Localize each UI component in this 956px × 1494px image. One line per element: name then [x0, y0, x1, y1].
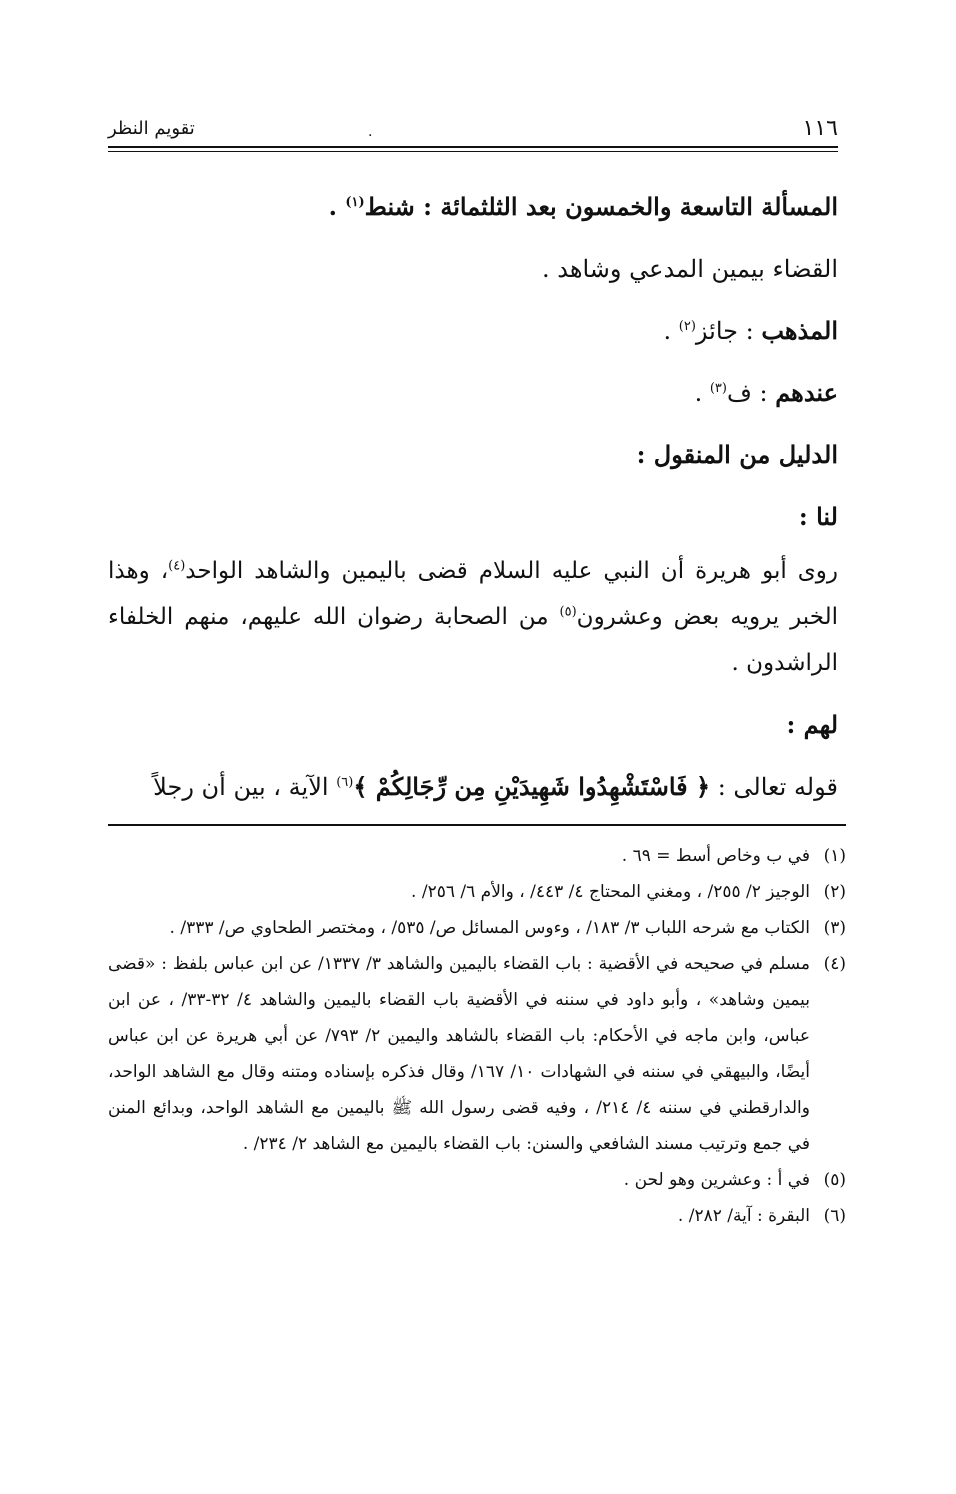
footnotes: [108, 838, 846, 1234]
header-rule-thin: [108, 151, 838, 152]
lahum-heading: لهم :: [786, 710, 838, 739]
issue-topic: القضاء بيمين المدعي وشاهد .: [541, 255, 838, 283]
footnote-item: [108, 1198, 846, 1234]
footnote-text: الكتاب مع شرحه اللباب ٣/ ١٨٣/ ، وءوس المسائل ص/ ٥٣٥/ ، ومختصر الطحاوي ص/ ٣٣٣/ .: [169, 918, 810, 938]
lana-paragraph: [108, 548, 838, 686]
lana-text-1: روى أبو هريرة أن النبي عليه السلام قضى باليمين والشاهد الواحد: [185, 558, 839, 584]
indahum-end: .: [694, 379, 710, 407]
footnote-text: الوجيز ٢/ ٢٥٥/ ، ومغني المحتاج ٤/ ٤٤٣/ ، والأم ٦/ ٢٥٦/ .: [411, 882, 810, 902]
footnote-item: [108, 910, 846, 946]
footnote-item: [108, 838, 846, 874]
footnote-ref-1: (١): [345, 195, 365, 210]
lana-text-2: ، وهذا الخبر يرويه بعض وعشرون: [108, 558, 838, 630]
madhhab-label: المذهب: [761, 316, 838, 345]
footnote-number: (٤): [823, 954, 846, 974]
madhhab-end: .: [663, 317, 679, 345]
page-number: ١١٦: [802, 116, 838, 141]
indahum-value: : ف: [726, 379, 776, 407]
footnote-text: البقرة : آية/ ٢٨٢/ .: [677, 1206, 810, 1226]
footnote-separator: [108, 824, 846, 826]
lana-text-3: من الصحابة رضوان الله عليهم، منهم الخلفاء الراشدون .: [108, 604, 838, 676]
footnote-number: (٦): [823, 1206, 846, 1226]
footnote-number: (٥): [823, 1170, 846, 1190]
spacer: [108, 686, 838, 694]
lahum-text-2: الآية ، بين أن رجلاً: [153, 773, 337, 801]
footnote-number: (١): [823, 846, 846, 866]
lahum-paragraph: [108, 756, 838, 818]
issue-heading-text: المسألة التاسعة والخمسون بعد الثلثمائة : شنط: [364, 192, 838, 221]
quran-verse: ﴿ فَاسْتَشْهِدُوا شَهِيدَيْنِ مِن رِّجَالِكُمْ ﴾: [353, 772, 711, 801]
indahum-line: [108, 362, 838, 424]
footnote-ref-6: (٦): [336, 775, 354, 790]
footnote-text: مسلم في صحيحه في الأقضية : باب القضاء باليمين والشاهد ٣/ ١٣٣٧/ عن ابن عباس بلفظ : «قضى بيمين وشاهد» ، وأبو داود في سننه في الأقضية باب القضاء باليمين والشاهد ٤/ ٣٢-٣٣/ ، عن ابن عباس، وابن ماجه في الأحكام: باب القضاء بالشاهد واليمين ٢/ ٧٩٣/ عن أبي هريرة عن ابن عباس أيضًا، والبيهقي في سننه في الشهادات ١٠/ ١٦٧/ وقال فذكره بإسناده ومتنه وقال مع الشاهد الواحد، والدارقطني في سننه ٤/ ٢١٤/ ، وفيه قضى رسول الله ﷺ باليمين مع الشاهد الواحد، وبدائع المنن في جمع وترتيب مسند الشافعي والسنن: باب القضاء باليمين مع الشاهد ٢/ ٢٣٤/ .: [108, 954, 811, 1154]
issue-heading: [108, 176, 838, 238]
madhhab-value: : جائز: [695, 317, 762, 345]
footnote-item: [108, 874, 846, 910]
lana-heading: لنا :: [798, 502, 838, 531]
indahum-label: عندهم: [775, 378, 838, 407]
footnote-ref-4: (٤): [168, 558, 186, 574]
header-rule-thick: [108, 146, 838, 148]
footnote-item: [108, 1162, 846, 1198]
footnote-ref-2: (٢): [678, 319, 696, 334]
footnote-ref-5: (٥): [559, 604, 577, 620]
issue-heading-end: .: [328, 192, 346, 221]
madhhab-line: [108, 300, 838, 362]
lahum-text-1: قوله تعالى :: [710, 773, 838, 801]
running-title: تقويم النظر: [108, 118, 195, 139]
footnote-text: في أ : وعشرين وهو لحن .: [623, 1170, 810, 1190]
footnote-text: في ب وخاص أسط = ٦٩ .: [621, 846, 810, 866]
footnote-number: (٢): [823, 882, 846, 902]
main-text: [108, 176, 838, 818]
page-header: [108, 112, 838, 146]
header-dot: .: [368, 124, 373, 140]
footnote-number: (٣): [823, 918, 846, 938]
footnote-ref-3: (٣): [709, 381, 727, 396]
footnote-item: [108, 946, 846, 1162]
daleel-heading: الدليل من المنقول :: [636, 440, 838, 469]
